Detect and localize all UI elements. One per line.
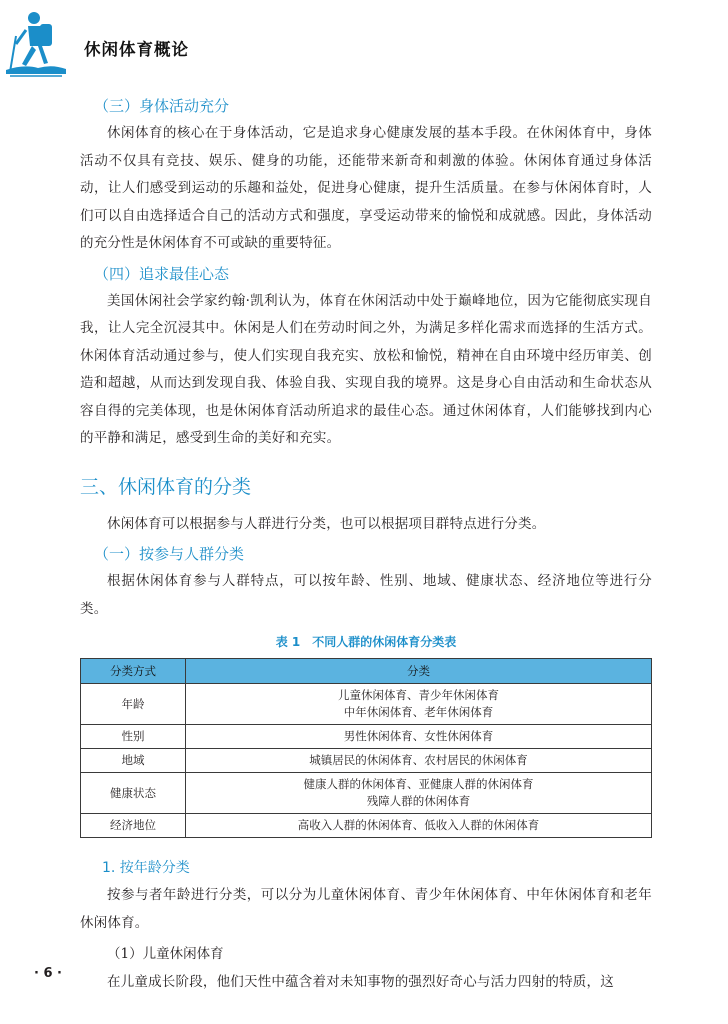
page-number: · 6 · xyxy=(34,966,62,981)
item-1-text: 在儿童成长阶段，他们天性中蕴含着对未知事物的强烈好奇心与活力四射的特质，这 xyxy=(107,973,614,990)
classification-table xyxy=(80,658,652,838)
table-cell-method: 地域 xyxy=(81,749,186,773)
table-row xyxy=(81,725,652,749)
table-cell-category xyxy=(186,773,652,814)
item-1-label: （1）儿童休闲体育 xyxy=(107,946,224,962)
category-line: 健康人群的休闲体育、亚健康人群的休闲体育 xyxy=(303,777,534,791)
table-cell-method: 健康状态 xyxy=(81,773,186,814)
table-header-method: 分类方式 xyxy=(81,659,186,684)
table-row xyxy=(81,814,652,838)
category-line: 高收入人群的休闲体育、低收入人群的休闲体育 xyxy=(297,818,540,832)
table-cell-category xyxy=(186,684,652,725)
table-row xyxy=(81,773,652,814)
page-content xyxy=(80,94,652,1000)
book-title: 休闲体育概论 xyxy=(84,40,189,59)
chapter-3-heading: 三、休闲体育的分类 xyxy=(80,475,252,498)
table-cell-category xyxy=(186,814,652,838)
section-3-paragraph: 休闲体育的核心在于身体活动，它是追求身心健康发展的基本手段。在休闲体育中，身体活动不仅具有竞技、娱乐、健身的功能，还能带来新奇和刺激的体验。休闲体育通过身体活动，让人们感受到运动的乐趣和益处，促进身心健康，提升生活质量。在参与休闲体育时，人们可以自由选择适合自己的活动方式和强度，享受运动带来的愉悦和成就感。因此，身体活动的充分性是休闲体育不可或缺的重要特征。 xyxy=(80,125,652,251)
table-header-category: 分类 xyxy=(186,659,652,684)
category-line: 男性休闲体育、女性休闲体育 xyxy=(343,729,494,743)
table-cell-category xyxy=(186,749,652,773)
category-line: 城镇居民的休闲体育、农村居民的休闲体育 xyxy=(309,753,528,767)
age-section-heading: 1. 按年龄分类 xyxy=(102,860,190,876)
table-cell-category xyxy=(186,725,652,749)
section-3-heading: （三）身体活动充分 xyxy=(94,97,230,115)
sub1-paragraph: 根据休闲体育参与人群特点，可以按年龄、性别、地域、健康状态、经济地位等进行分类。 xyxy=(80,573,652,617)
category-line: 残障人群的休闲体育 xyxy=(366,794,471,808)
table-caption: 表 1 不同人群的休闲体育分类表 xyxy=(275,635,457,649)
category-line: 儿童休闲体育、青少年休闲体育 xyxy=(338,688,499,702)
table-header-row xyxy=(81,659,652,684)
section-4-paragraph: 美国休闲社会学家约翰·凯利认为，体育在休闲活动中处于巅峰地位，因为它能彻底实现自我，让人完全沉浸其中。休闲是人们在劳动时间之外，为满足多样化需求而选择的生活方式。休闲体育活动通过参与，使人们实现自我充实、放松和愉悦，精神在自由环境中经历审美、创造和超越，从而达到发现自我、体验自我、实现自我的境界。这是身心自由活动和生命状态从容自得的完美体现，也是休闲体育活动所追求的最佳心态。通过休闲体育，人们能够找到内心的平静和满足，感受到生命的美好和充实。 xyxy=(80,292,652,446)
table-cell-method: 经济地位 xyxy=(81,814,186,838)
age-section-paragraph: 按参与者年龄进行分类，可以分为儿童休闲体育、青少年休闲体育、中年休闲体育和老年休闲体育。 xyxy=(80,887,652,931)
category-line: 中年休闲体育、老年休闲体育 xyxy=(343,705,494,719)
sub1-heading: （一）按参与人群分类 xyxy=(94,545,245,563)
hiker-icon xyxy=(4,6,68,78)
table-cell-method: 年龄 xyxy=(81,684,186,725)
table-row xyxy=(81,684,652,725)
table-row xyxy=(81,749,652,773)
chapter-3-intro: 休闲体育可以根据参与人群进行分类，也可以根据项目群特点进行分类。 xyxy=(107,515,546,532)
table-cell-method: 性别 xyxy=(81,725,186,749)
section-4-heading: （四）追求最佳心态 xyxy=(94,264,230,283)
